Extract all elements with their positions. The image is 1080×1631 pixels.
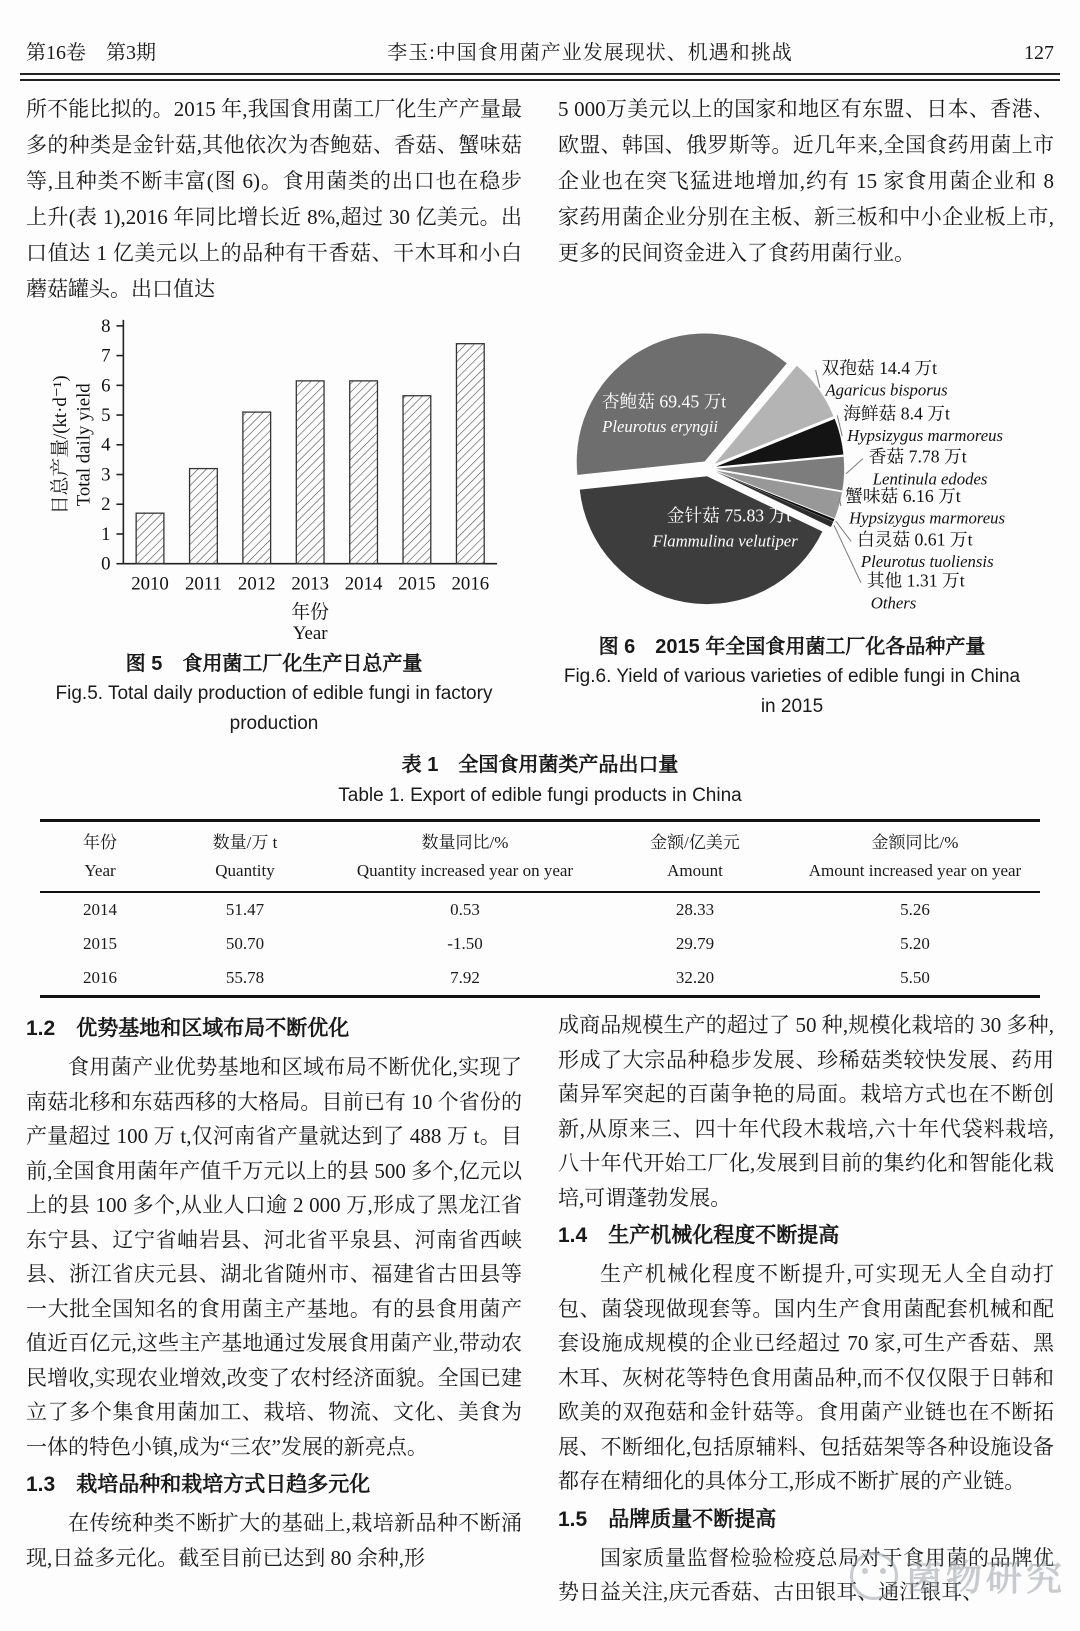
svg-text:年份: 年份 — [291, 602, 329, 624]
table-body — [40, 892, 1040, 997]
svg-text:2014: 2014 — [344, 573, 383, 595]
fig6-caption-en: Fig.6. Yield of various varieties of edible fungi in China in 2015 — [563, 666, 1021, 717]
table1-block — [0, 739, 1080, 998]
svg-text:Total daily yield: Total daily yield — [73, 383, 95, 507]
fig5-caption-en: Fig.5. Total daily production of edible fungi in factory production — [55, 683, 493, 734]
fig5-bar-chart — [34, 311, 514, 643]
watermark-text: 菌物研究 — [905, 1557, 1066, 1598]
col-header: 金额同比/% — [871, 833, 959, 852]
volume-issue: 第16卷 第3期 — [26, 42, 156, 64]
svg-text:2: 2 — [101, 494, 111, 516]
col-header: Amount — [600, 859, 790, 892]
svg-text:4: 4 — [101, 434, 111, 456]
intro-columns — [0, 81, 1080, 307]
svg-text:2013: 2013 — [291, 573, 329, 595]
table1-title-zh: 表 1 全国食用菌类产品出口量 — [401, 754, 679, 776]
figure6-block — [524, 311, 1060, 739]
section-1-2-paragraph: 食用菌产业优势基地和区域布局不断优化,实现了南菇北移和东菇西移的大格局。目前已有 10 个省份的产量超过 100 万 t,仅河南省产量就达到了 488 万 t。目前,全国食用菌年产值千万元以上的县 500 多个,亿元以上的县 100 多个,从业人口逾 2 000 万,形成了黑龙江省东宁县、辽宁省岫岩县、河北省平泉县、河南省西峡县、浙江省庆元县、湖北省随州市、福建省古田县等一大批全国知名的食用菌主产基地。有的县食用菌产值近百亿元,这些主产基地通过发展食用菌产业,带动农民增收,实现农业增效,改变了农村经济面貌。全国已建立了多个集食用菌加工、栽培、物流、文化、美食为一体的特色小镇,成为“三农”发展的新亮点。 — [26, 1055, 522, 1459]
running-title: 李玉:中国食用菌产业发展现状、机遇和挑战 — [387, 42, 793, 64]
svg-text:7: 7 — [101, 345, 111, 367]
figures-row — [0, 307, 1080, 739]
table-cell: 2014 — [83, 900, 117, 919]
intro-right-column — [558, 91, 1054, 307]
table-cell: 7.92 — [450, 968, 480, 987]
svg-text:Pleurotus eryngii: Pleurotus eryngii — [602, 417, 719, 437]
table-row — [40, 892, 1040, 927]
svg-text:Agaricus bisporus: Agaricus bisporus — [825, 380, 948, 400]
section-1-2-heading: 1.2 优势基地和区域布局不断优化 — [26, 1017, 350, 1040]
svg-text:香菇 7.78 万t: 香菇 7.78 万t — [868, 446, 967, 467]
intro-left-column — [26, 91, 522, 307]
fig5-caption-zh: 图 5 食用菌工厂化生产日总产量 — [125, 653, 423, 675]
svg-text:2016: 2016 — [451, 573, 490, 595]
svg-text:Lentinula edodes: Lentinula edodes — [872, 469, 988, 489]
col-header: Quantity increased year on year — [330, 859, 600, 892]
section-1-3-paragraph: 在传统种类不断扩大的基础上,栽培新品种不断涌现,日益多元化。截至目前已达到 80 余种,形 — [26, 1511, 522, 1570]
table-cell: 2015 — [83, 934, 117, 953]
table-row — [40, 927, 1040, 961]
fig6-caption-zh: 图 6 2015 年全国食用菌工厂化各品种产量 — [598, 636, 986, 658]
svg-text:白灵菇 0.61 万t: 白灵菇 0.61 万t — [856, 529, 973, 550]
svg-text:蟹味菇 6.16 万t: 蟹味菇 6.16 万t — [845, 485, 961, 506]
table1-title-en: Table 1. Export of edible fungi products in China — [338, 785, 742, 806]
svg-text:其他 1.31 万t: 其他 1.31 万t — [866, 570, 965, 591]
table-header-row-zh — [40, 821, 1040, 860]
intro-left-paragraph: 所不能比拟的。2015 年,我国食用菌工厂化生产产量最多的种类是金针菇,其他依次为杏鲍菇、香菇、蟹味菇等,且种类不断丰富(图 6)。食用菌类的出口也在稳步上升(表 1),2016 年同比增长近 8%,超过 30 亿美元。出口值达 1 亿美元以上的品种有干香菇、干木耳和小白蘑菇罐头。出口值达 — [26, 97, 522, 301]
svg-text:海鲜菇 8.4 万t: 海鲜菇 8.4 万t — [843, 403, 950, 424]
table-cell: 29.79 — [675, 934, 715, 953]
table-cell: -1.50 — [447, 934, 483, 953]
col-header: Year — [40, 859, 160, 892]
table-cell: 50.70 — [225, 934, 265, 953]
table-cell: 55.78 — [225, 968, 265, 987]
col-header: Amount increased year on year — [790, 859, 1040, 892]
page-number: 127 — [1024, 42, 1054, 64]
svg-text:8: 8 — [101, 315, 111, 337]
svg-text:Pleurotus tuoliensis: Pleurotus tuoliensis — [860, 551, 994, 571]
svg-text:6: 6 — [101, 375, 111, 397]
table-cell: 51.47 — [225, 900, 265, 919]
svg-text:Hypsizygus marmoreus: Hypsizygus marmoreus — [847, 425, 1004, 445]
table-cell: 32.20 — [675, 968, 715, 987]
section-1-4-paragraph: 生产机械化程度不断提升,可实现无人全自动打包、菌袋现做现套等。国内生产食用菌配套机械和配套设施成规模的企业已经超过 70 家,可生产香菇、黑木耳、灰树花等特色食用菌品种,而不仅仅限于日韩和欧美的双孢菇和金针菇等。食用菌产业链也在不断拓展、不断细化,包括原辅料、包括菇架等各种设施设备都存在精细化的具体分工,形成不断扩展的产业链。 — [558, 1262, 1054, 1493]
svg-text:1: 1 — [101, 523, 111, 545]
svg-text:双孢菇 14.4 万t: 双孢菇 14.4 万t — [821, 358, 938, 378]
section-1-5-heading: 1.5 品牌质量不断提高 — [558, 1507, 777, 1531]
header-rule — [20, 73, 1060, 81]
table-cell: 5.26 — [900, 900, 930, 919]
table-cell: 28.33 — [675, 900, 715, 919]
svg-text:2012: 2012 — [237, 573, 276, 595]
table-row — [40, 961, 1040, 997]
col-header: 金额/亿美元 — [650, 833, 740, 852]
svg-text:2011: 2011 — [184, 573, 222, 595]
svg-text:0: 0 — [101, 553, 111, 575]
table-cell: 2016 — [83, 968, 117, 987]
section-1-4-heading: 1.4 生产机械化程度不断提高 — [558, 1224, 840, 1247]
section-1-3-heading: 1.3 栽培品种和栽培方式日趋多元化 — [26, 1473, 371, 1496]
table-cell: 5.50 — [900, 968, 930, 987]
export-table — [40, 819, 1040, 998]
page-header — [0, 0, 1080, 71]
body-sections — [0, 998, 1080, 1610]
svg-text:Hypsizygus marmoreus: Hypsizygus marmoreus — [849, 508, 1005, 528]
svg-text:5: 5 — [101, 405, 111, 427]
section-1-5-paragraph: 国家质量监督检验检疫总局对于食用菌的品牌优势日益关注,庆元香菇、古田银耳、通江银耳、 — [558, 1545, 1054, 1604]
table-cell: 5.20 — [900, 934, 930, 953]
figure5-block — [24, 311, 524, 739]
col-header: Quantity — [160, 859, 330, 892]
col-header: 年份 — [83, 833, 117, 852]
table-cell: 0.53 — [450, 900, 480, 919]
svg-text:2015: 2015 — [398, 573, 436, 595]
svg-text:杏鲍菇 69.45 万t: 杏鲍菇 69.45 万t — [601, 391, 727, 412]
col-header: 数量/万 t — [212, 833, 278, 852]
svg-text:日总产量/(kt·d⁻¹): 日总产量/(kt·d⁻¹) — [49, 375, 71, 515]
fig6-pie-chart — [526, 311, 1058, 626]
col-header: 数量同比/% — [421, 833, 509, 852]
svg-text:金针菇 75.83 万t: 金针菇 75.83 万t — [666, 505, 792, 526]
svg-text:Flammulina velutiper: Flammulina velutiper — [652, 531, 798, 551]
sections-right-column — [558, 1008, 1054, 1610]
intro-right-paragraph: 5 000万美元以上的国家和地区有东盟、日本、香港、欧盟、韩国、俄罗斯等。近几年来,全国食药用菌上市企业也在突飞猛进地增加,约有 15 家食用菌企业和 8 家药用菌企业分别在主板、新三板和中小企业板上市,更多的民间资金进入了食药用菌行业。 — [558, 97, 1054, 265]
table-header-row-en — [40, 859, 1040, 892]
sections-left-column — [26, 1008, 522, 1610]
svg-text:2010: 2010 — [131, 573, 169, 595]
table-head — [40, 821, 1040, 893]
svg-text:Year: Year — [292, 623, 328, 643]
section-1-3-continuation: 成商品规模生产的超过了 50 种,规模化栽培的 30 多种,形成了大宗品种稳步发展、珍稀菇类较快发展、药用菌异军突起的百菌争艳的局面。栽培方式也在不断创新,从原来三、四十年代段木栽培,六十年代袋料栽培,八十年代开始工厂化,发展到目前的集约化和智能化栽培,可谓蓬勃发展。 — [558, 1013, 1054, 1210]
svg-text:3: 3 — [101, 464, 111, 486]
svg-text:Others: Others — [870, 593, 917, 613]
